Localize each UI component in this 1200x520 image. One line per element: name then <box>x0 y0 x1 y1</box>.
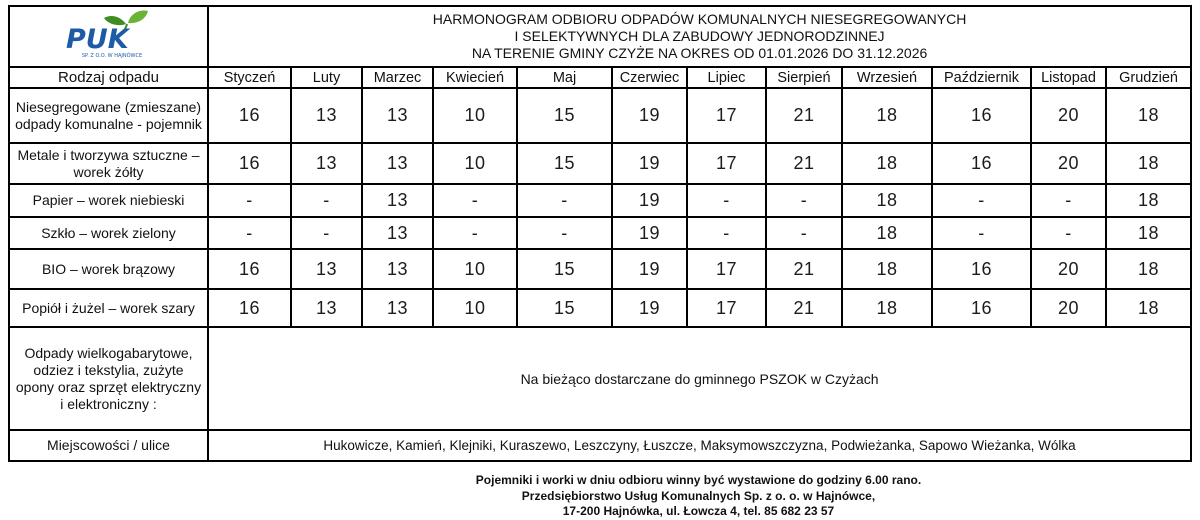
schedule-cell: - <box>433 217 517 249</box>
schedule-cell: - <box>433 184 517 217</box>
table-row <box>9 184 1191 217</box>
schedule-cell: 13 <box>362 217 433 249</box>
table-row <box>9 143 1191 184</box>
schedule-cell: - <box>766 217 842 249</box>
schedule-cell: 17 <box>687 88 766 143</box>
schedule-cell: 20 <box>1031 143 1106 184</box>
schedule-cell: 16 <box>208 143 291 184</box>
schedule-cell: 18 <box>842 289 932 327</box>
schedule-cell: 19 <box>612 217 687 249</box>
row-label: Szkło – worek zielony <box>9 217 208 249</box>
schedule-cell: 19 <box>612 184 687 217</box>
schedule-cell: 18 <box>1106 289 1191 327</box>
logo-cell <box>9 6 208 67</box>
schedule-cell: 17 <box>687 249 766 289</box>
puk-logo <box>44 8 174 60</box>
schedule-cell: - <box>687 184 766 217</box>
footer-line-2: Przedsiębiorstwo Usług Komunalnych Sp. z o. o. w Hajnówce, <box>521 488 876 503</box>
footer-note <box>207 473 1190 520</box>
schedule-cell: 10 <box>433 88 517 143</box>
schedule-cell: 15 <box>517 143 612 184</box>
schedule-cell: 20 <box>1031 289 1106 327</box>
footer-line-1: Pojemniki i worki w dniu odbioru winny być wystawione do godziny 6.00 rano. <box>475 473 922 487</box>
schedule-cell: 13 <box>362 249 433 289</box>
month-header-wrzesien: Wrzesień <box>842 67 932 88</box>
schedule-cell: - <box>291 217 362 249</box>
schedule-cell: - <box>291 184 362 217</box>
schedule-cell: 18 <box>1106 217 1191 249</box>
month-header-sierpien: Sierpień <box>766 67 842 88</box>
schedule-cell: 13 <box>291 143 362 184</box>
table-row <box>9 217 1191 249</box>
schedule-cell: 18 <box>1106 143 1191 184</box>
schedule-cell: 18 <box>842 217 932 249</box>
schedule-cell: 15 <box>517 249 612 289</box>
schedule-cell: 13 <box>362 184 433 217</box>
schedule-cell: - <box>208 184 291 217</box>
localities-list: Hukowicze, Kamień, Klejniki, Kuraszewo, Leszczyny, Łuszcze, Maksymowszczyzna, Podwieżanka, Sapowo Wieżanka, Wólka <box>208 430 1191 461</box>
schedule-cell: - <box>932 184 1031 217</box>
month-header-grudzien: Grudzień <box>1106 67 1191 88</box>
schedule-cell: 21 <box>766 143 842 184</box>
header-row <box>9 6 1191 67</box>
title-line-3: NA TERENIE GMINY CZYŻE NA OKRES OD 01.01.2026 DO 31.12.2026 <box>471 45 928 61</box>
title-line-1: HARMONOGRAM ODBIORU ODPADÓW KOMUNALNYCH NIESEGREGOWANYCH <box>432 11 967 27</box>
schedule-cell: 18 <box>842 143 932 184</box>
schedule-cell: 18 <box>842 88 932 143</box>
schedule-cell: 10 <box>433 289 517 327</box>
month-header-marzec: Marzec <box>362 67 433 88</box>
schedule-cell: 21 <box>766 88 842 143</box>
schedule-cell: 16 <box>208 249 291 289</box>
schedule-cell: 19 <box>612 249 687 289</box>
schedule-cell: 16 <box>932 143 1031 184</box>
schedule-cell: 10 <box>433 249 517 289</box>
row-label: Popiół i żużel – worek szary <box>9 289 208 327</box>
schedule-cell: - <box>517 217 612 249</box>
table-row <box>9 289 1191 327</box>
schedule-cell: 21 <box>766 289 842 327</box>
schedule-cell: 16 <box>932 249 1031 289</box>
logo-text: PUK <box>65 24 129 55</box>
month-header-luty: Luty <box>291 67 362 88</box>
schedule-cell: - <box>932 217 1031 249</box>
row-label: Niesegregowane (zmieszane) odpady komunalne - pojemnik <box>9 88 208 143</box>
schedule-cell: 19 <box>612 143 687 184</box>
schedule-cell: 18 <box>1106 88 1191 143</box>
logo-subtext: SP. Z O.O. W HAJNÓWCE <box>81 53 142 59</box>
schedule-cell: 18 <box>1106 184 1191 217</box>
schedule-cell: 21 <box>766 249 842 289</box>
schedule-cell: 20 <box>1031 249 1106 289</box>
schedule-cell: 13 <box>291 249 362 289</box>
months-header-row <box>9 67 1191 88</box>
schedule-cell: - <box>1031 184 1106 217</box>
month-header-kwiecien: Kwiecień <box>433 67 517 88</box>
schedule-cell: 19 <box>612 88 687 143</box>
pszok-note: Na bieżąco dostarczane do gminnego PSZOK w Czyżach <box>208 327 1191 430</box>
row-label: BIO – worek brązowy <box>9 249 208 289</box>
row-label: Papier – worek niebieski <box>9 184 208 217</box>
month-header-maj: Maj <box>517 67 612 88</box>
schedule-cell: - <box>1031 217 1106 249</box>
schedule-cell: 10 <box>433 143 517 184</box>
footer-line-3: 17-200 Hajnówka, ul. Łowcza 4, tel. 85 682 23 57 <box>562 504 835 518</box>
schedule-cell: - <box>208 217 291 249</box>
month-header-listopad: Listopad <box>1031 67 1106 88</box>
schedule-cell: 15 <box>517 289 612 327</box>
schedule-table <box>8 5 1192 462</box>
schedule-cell: - <box>517 184 612 217</box>
schedule-cell: 18 <box>842 249 932 289</box>
schedule-cell: 16 <box>932 88 1031 143</box>
corner-header: Rodzaj odpadu <box>9 67 208 88</box>
month-header-lipiec: Lipiec <box>687 67 766 88</box>
page-title <box>208 6 1191 67</box>
schedule-cell: 13 <box>291 289 362 327</box>
schedule-cell: 13 <box>362 289 433 327</box>
schedule-cell: 16 <box>932 289 1031 327</box>
schedule-cell: 16 <box>208 289 291 327</box>
month-header-styczen: Styczeń <box>208 67 291 88</box>
month-header-czerwiec: Czerwiec <box>612 67 687 88</box>
schedule-cell: 17 <box>687 143 766 184</box>
title-line-2: I SELEKTYWNYCH DLA ZABUDOWY JEDNORODZINNEJ <box>514 28 885 44</box>
schedule-cell: 17 <box>687 289 766 327</box>
row-label: Metale i tworzywa sztuczne – worek żółty <box>9 143 208 184</box>
schedule-cell: 20 <box>1031 88 1106 143</box>
schedule-cell: - <box>766 184 842 217</box>
leaf-icon <box>128 11 148 24</box>
row-label: Odpady wielkogabarytowe, odziez i tekstylia, zużyte opony oraz sprzęt elektryczny i elektroniczny : <box>9 327 208 430</box>
schedule-cell: 15 <box>517 88 612 143</box>
bulky-waste-row <box>9 327 1191 430</box>
localities-row <box>9 430 1191 461</box>
schedule-cell: - <box>687 217 766 249</box>
row-label: Miejscowości / ulice <box>9 430 208 461</box>
schedule-cell: 18 <box>1106 249 1191 289</box>
month-header-pazdziernik: Październik <box>932 67 1031 88</box>
table-row <box>9 249 1191 289</box>
schedule-cell: 13 <box>291 88 362 143</box>
schedule-cell: 16 <box>208 88 291 143</box>
table-row <box>9 88 1191 143</box>
schedule-cell: 18 <box>842 184 932 217</box>
schedule-cell: 13 <box>362 88 433 143</box>
schedule-cell: 19 <box>612 289 687 327</box>
schedule-cell: 13 <box>362 143 433 184</box>
